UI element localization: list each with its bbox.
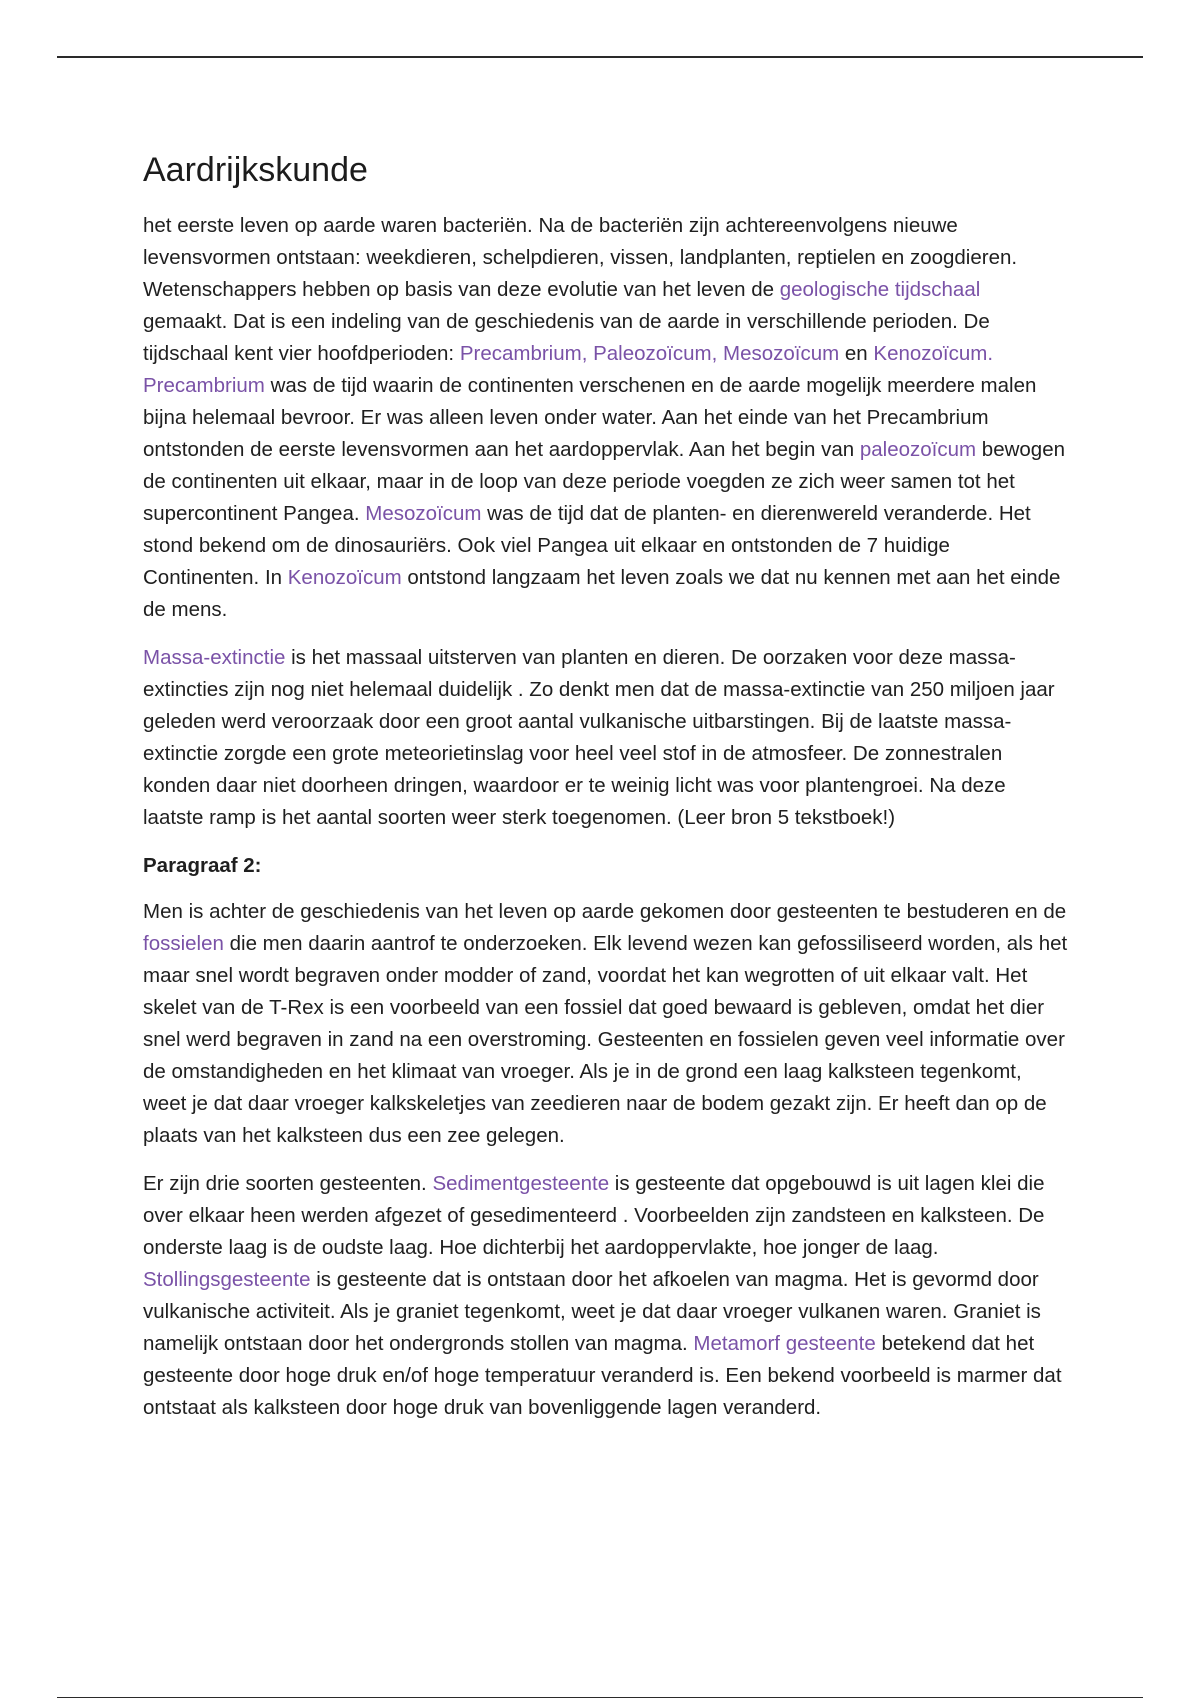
term-paleozoicum: paleozoïcum <box>859 438 977 461</box>
text-run: het eerste leven op aarde waren bacteriën. Na de bacteriën zijn achtereenvolgens nieuwe levensvormen ontstaan: weekdieren, schelpdieren, vissen, landplanten, reptielen en zoogdieren. Wetenschappers hebben op basis van deze evolutie van het leven de <box>143 214 1018 301</box>
term-massa-extinctie: Massa-extinctie <box>143 646 286 669</box>
header-rule <box>57 56 1143 58</box>
term-kenozoicum-precambrium: Kenozoïcum. Precambrium <box>143 342 994 397</box>
term-metamorf-gesteente: Metamorf gesteente <box>693 1332 876 1355</box>
term-periods: Precambrium, Paleozoïcum, Mesozoïcum <box>459 342 840 365</box>
text-run: en <box>839 342 874 365</box>
document-page <box>143 148 1068 1440</box>
text-run: betekend dat het gesteente door hoge druk en/of hoge temperatuur veranderd is. Een bekend voorbeeld is marmer dat ontstaat als kalksteen door hoge druk van bovenliggende lagen veranderd. <box>143 1332 1062 1419</box>
term-kenozoicum: Kenozoïcum <box>287 566 402 589</box>
text-run: ontstond langzaam het leven zoals we dat nu kennen met aan het einde de mens. <box>143 566 1061 621</box>
text-run: bewogen de continenten uit elkaar, maar in de loop van deze periode voegden ze zich weer samen tot het supercontinent Pangea. <box>143 438 1066 525</box>
term-sedimentgesteente: Sedimentgesteente <box>432 1172 610 1195</box>
document-title: Aardrijkskunde <box>143 151 368 189</box>
text-run: is gesteente dat opgebouwd is uit lagen klei die over elkaar heen werden afgezet of gesedimenteerd . Voorbeelden zijn zandsteen en kalksteen. De onderste laag is de oudste laag. Hoe dichterbij het aardoppervlakte, hoe jonger de laag. <box>143 1172 1045 1259</box>
paragraph-gesteenten <box>143 1168 1068 1424</box>
term-fossielen: fossielen <box>143 932 224 955</box>
text-run: was de tijd waarin de continenten verschenen en de aarde mogelijk meerdere malen bijna helemaal bevroor. Er was alleen leven onder water. Aan het einde van het Precambrium ontstonden de eerste levensvormen aan het aardoppervlak. Aan het begin van <box>143 374 1037 461</box>
text-run: was de tijd dat de planten- en dierenwereld veranderde. Het stond bekend om de dinosauriërs. Ook viel Pangea uit elkaar en ontstonden de 7 huidige Continenten. In <box>143 502 1031 589</box>
paragraph-massa-extinctie <box>143 642 1068 834</box>
text-run: Men is achter de geschiedenis van het leven op aarde gekomen door gesteenten te bestuderen en de <box>143 900 1067 923</box>
term-mesozoicum: Mesozoïcum <box>365 502 482 525</box>
footer-rule <box>57 1697 1143 1698</box>
section-heading: Paragraaf 2: <box>143 854 262 877</box>
paragraph-evolution <box>143 210 1068 626</box>
term-geologische-tijdschaal: geologische tijdschaal <box>779 278 981 301</box>
text-run: Er zijn drie soorten gesteenten. <box>143 1172 433 1195</box>
text-run: gemaakt. Dat is een indeling van de geschiedenis van de aarde in verschillende perioden. De tijdschaal kent vier hoofdperioden: <box>143 310 990 365</box>
text-run: is gesteente dat is ontstaan door het afkoelen van magma. Het is gevormd door vulkanische activiteit. Als je graniet tegenkomt, weet je dat daar vroeger vulkanen waren. Graniet is namelijk ontstaan door het ondergronds stollen van magma. <box>143 1268 1041 1355</box>
paragraph-fossielen <box>143 896 1068 1152</box>
text-run: is het massaal uitsterven van planten en dieren. De oorzaken voor deze massa-extincties zijn nog niet helemaal duidelijk . Zo denkt men dat de massa-extinctie van 250 miljoen jaar geleden werd veroorzaak door een groot aantal vulkanische uitbarstingen. Bij de laatste massa-extinctie zorgde een grote meteorietinslag voor heel veel stof in de atmosfeer. De zonnestralen konden daar niet doorheen dringen, waardoor er te weinig licht was voor plantengroei. Na deze laatste ramp is het aantal soorten weer sterk toegenomen. (Leer bron 5 tekstboek!) <box>143 646 1055 829</box>
term-stollingsgesteente: Stollingsgesteente <box>143 1268 311 1291</box>
text-run: die men daarin aantrof te onderzoeken. Elk levend wezen kan gefossiliseerd worden, als het maar snel wordt begraven onder modder of zand, voordat het kan wegrotten of uit elkaar valt. Het skelet van de T-Rex is een voorbeeld van een fossiel dat goed bewaard is gebleven, omdat het dier snel werd begraven in zand na een overstroming. Gesteenten en fossielen geven veel informatie over de omstandigheden en het klimaat van vroeger. Als je in de grond een laag kalksteen tegenkomt, weet je dat daar vroeger kalkskeletjes van zeedieren naar de bodem gezakt zijn. Er heeft dan op de plaats van het kalksteen dus een zee gelegen. <box>143 932 1068 1147</box>
